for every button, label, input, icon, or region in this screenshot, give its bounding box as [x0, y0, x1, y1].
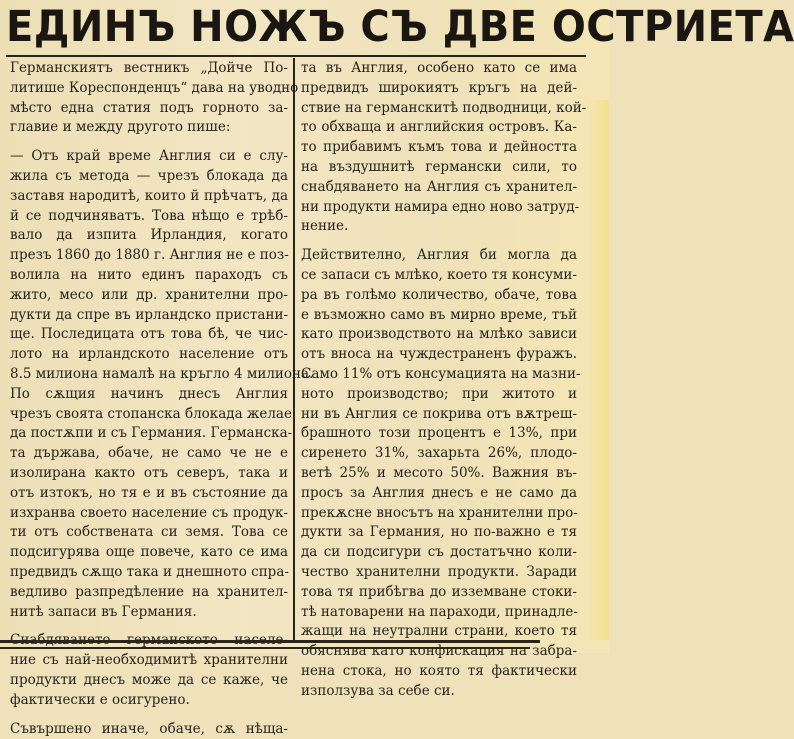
text-line: чрезъ своята стопанска блокада желае: [10, 405, 288, 425]
text-line: е възможно само въ мирно време, тъй: [301, 306, 577, 326]
text-line: снабдяването на Англия съ хранител-: [301, 178, 577, 198]
text-line: това тя прибѣгва до изземване стоки-: [301, 583, 577, 603]
text-line: та въ Англия, особено като се има: [301, 59, 577, 79]
text-line: сиренето 31%, захарьта 26%, плодо-: [301, 444, 577, 464]
column-divider: [293, 58, 295, 643]
text-line: Действително, Англия би могла да: [301, 246, 577, 266]
text-line: жито, месо или др. хранителни про-: [10, 286, 288, 306]
text-line: Германскиятъ вестникъ „Дойче По-: [10, 59, 288, 79]
text-line: нение.: [301, 217, 577, 237]
text-line: то прибавимъ къмъ това и дейността: [301, 138, 577, 158]
text-line: вало да изпита Ирландия, когато: [10, 226, 288, 246]
text-line: продукти днесъ може да се каже, че: [10, 671, 288, 691]
text-line: да постѫпи и съ Германия. Германска-: [10, 424, 288, 444]
text-line: чество хранителни продукти. Заради: [301, 563, 577, 583]
text-line: ведливо разпредѣление на хранител-: [10, 583, 288, 603]
text-line: ти отъ собствената си земя. Това се: [10, 523, 288, 543]
text-line: отъ вноса на чуждестраненъ фуражъ.: [301, 345, 577, 365]
text-line: изолирана както отъ северъ, така и: [10, 464, 288, 484]
text-line: предвидъ широкиятъ кръгъ на дей-: [301, 79, 577, 99]
text-line: жила съ метода — чрезъ блокада да: [10, 167, 288, 187]
paper-stain: [587, 100, 609, 640]
article-headline: ЕДИНЪ НОЖЪ СЪ ДВЕ ОСТРИЕТА: [6, 2, 562, 52]
text-line: предвидъ сѫщо така и днешното спра-: [10, 563, 288, 583]
text-line: Само 11% отъ консумацията на мазни-: [301, 365, 577, 385]
text-line: тѣ натоварени на параходи, принадле-: [301, 603, 577, 623]
text-line: презъ 1860 до 1880 г. Англия не е поз-: [10, 246, 288, 266]
text-line: та държава, обаче, не само че не е: [10, 444, 288, 464]
bottom-rule-secondary: [0, 647, 530, 649]
text-line: й се подчиняватъ. Това нѣщо е трѣб-: [10, 207, 288, 227]
text-line: волила на нито единъ параходъ съ: [10, 266, 288, 286]
text-line: фактически е осигурено.: [10, 691, 288, 711]
text-line: По сѫщия начинъ днесъ Англия: [10, 385, 288, 405]
text-line: обяснява като конфискация на забра-: [301, 642, 577, 662]
text-line: литише Кореспонденцъ“ дава на уводно: [10, 79, 288, 99]
text-line: ствие на германскитѣ подводници, кой-: [301, 99, 577, 119]
text-line: ни продукти намира едно ново затруд-: [301, 198, 577, 218]
headline-rule: [6, 55, 586, 57]
paragraph-gap: [301, 237, 577, 246]
text-line: брашното този процентъ е 13%, при: [301, 424, 577, 444]
text-line: ние съ най-необходимитѣ хранителни: [10, 651, 288, 671]
right-column: [301, 59, 577, 702]
text-line: мѣсто една статия подъ горното за-: [10, 99, 288, 119]
text-line: изхранва своето население съ продук-: [10, 504, 288, 524]
text-line: използува за себе си.: [301, 682, 577, 702]
text-line: Снабдяването германското населе-: [10, 631, 288, 651]
text-line: ни въ Англия се покрива отъ вѫтреш-: [301, 405, 577, 425]
left-column: [10, 59, 288, 739]
text-line: се запаси съ млѣко, което тя консуми-: [301, 266, 577, 286]
text-line: нитѣ запаси въ Германия.: [10, 603, 288, 623]
text-line: — Отъ край време Англия си е слу-: [10, 147, 288, 167]
text-line: отъ изтокъ, но тя е и въ състояние да: [10, 484, 288, 504]
text-line: нена стока, но която тя фактически: [301, 662, 577, 682]
text-line: да си подсигури съ достатъчно коли-: [301, 543, 577, 563]
text-line: то обхваща и английския островъ. Ка-: [301, 118, 577, 138]
text-line: жащи на неутрални страни, което тя: [301, 622, 577, 642]
text-line: Съвършено иначе, обаче, сѫ нѣща-: [10, 720, 288, 739]
paragraph-gap: [10, 711, 288, 720]
text-line: 8.5 милиона намалѣ на кръгло 4 милиона.: [10, 365, 288, 385]
text-line: подсигурява още повече, като се има: [10, 543, 288, 563]
text-line: дукти да спре въ ирландско пристани-: [10, 306, 288, 326]
paragraph-gap: [10, 138, 288, 147]
text-line: главие и между другото пише:: [10, 118, 288, 138]
paragraph-gap: [10, 622, 288, 631]
text-line: дукти за Германия, но по-важно е тя: [301, 523, 577, 543]
text-line: прекѫсне вносътъ на хранителни про-: [301, 504, 577, 524]
text-line: ветѣ 25% и месото 50%. Важния въ-: [301, 464, 577, 484]
bottom-rule: [0, 640, 540, 643]
text-line: лото на ирландското население отъ: [10, 345, 288, 365]
text-line: на въздушнитѣ германски сили, то: [301, 158, 577, 178]
text-line: заставя народитѣ, които й прѣчатъ, да: [10, 187, 288, 207]
text-line: ното производство; при житото и: [301, 385, 577, 405]
text-line: ще. Последицата отъ това бѣ, че чис-: [10, 325, 288, 345]
text-line: като производството на млѣко зависи: [301, 325, 577, 345]
text-line: ра въ голѣмо количество, обаче, това: [301, 286, 577, 306]
text-line: просъ за Англия днесъ е не само да: [301, 484, 577, 504]
